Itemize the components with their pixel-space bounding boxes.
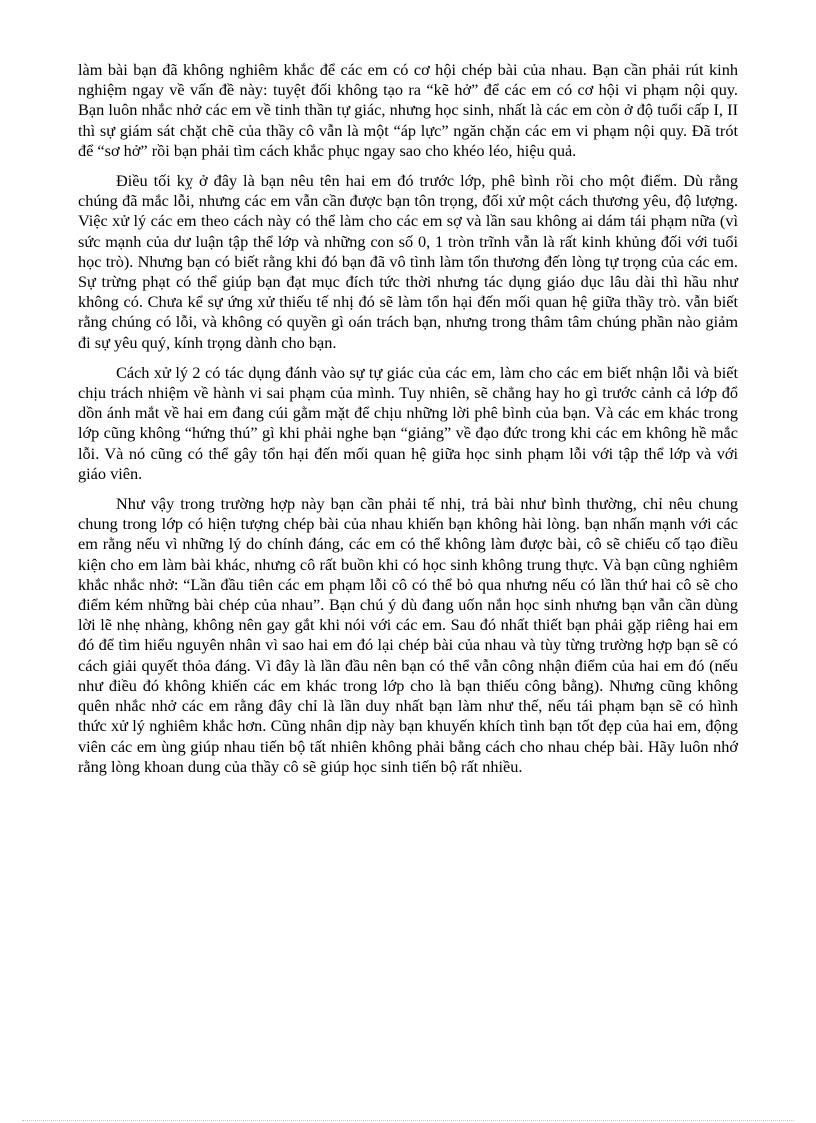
page-footer-divider	[22, 1120, 794, 1121]
paragraph-1: làm bài bạn đã không nghiêm khắc để các em có cơ hội chép bài của nhau. Bạn cần phải rút kinh nghiệm ngay về vấn đề này: tuyệt đối không tạo ra “kẽ hở” để các em có cơ hội vi phạm nội quy. Bạn luôn nhắc nhở các em về tinh thần tự giác, nhưng học sinh, nhất là các em còn ở độ tuổi cấp I, II thì sự giám sát chặt chẽ của thầy cô vẫn là một “áp lực” ngăn chặn các em vi phạm nội quy. Đã trót để “sơ hở” rồi bạn phải tìm cách khắc phục ngay sao cho khéo léo, hiệu quả.	[78, 60, 738, 160]
paragraph-3: Cách xử lý 2 có tác dụng đánh vào sự tự giác của các em, làm cho các em biết nhận lỗi và biết chịu trách nhiệm về hành vi sai phạm của mình. Tuy nhiên, sẽ chẳng hay ho gì trước cảnh cả lớp đổ dồn ánh mắt về hai em đang cúi gằm mặt để chịu những lời phê bình của bạn. Và các em khác trong lớp cũng không “hứng thú” gì khi phải nghe bạn “giảng” về đạo đức trong khi các em không hề mắc lỗi. Và nó cũng có thể gây tổn hại đến mối quan hệ giữa học sinh phạm lỗi với tập thể lớp và với giáo viên.	[78, 362, 738, 483]
document-page	[78, 60, 738, 787]
paragraph-2: Điều tối kỵ ở đây là bạn nêu tên hai em đó trước lớp, phê bình rồi cho một điểm. Dù rằng chúng đã mắc lỗi, nhưng các em vẫn cần được bạn tôn trọng, đối xử một cách thương yêu, độ lượng. Việc xử lý các em theo cách này có thể làm cho các em sợ và lần sau không ai dám tái phạm nữa (vì sức mạnh của dư luận tập thể lớp và những con số 0, 1 tròn trĩnh vẫn là rất kinh khủng đối với tuổi học trò). Nhưng bạn có biết rằng khi đó bạn đã vô tình làm tổn thương đến lòng tự trọng của các em. Sự trừng phạt có thể giúp bạn đạt mục đích tức thời nhưng tác dụng giáo dục lâu dài thì hầu như không có. Chưa kể sự ứng xử thiếu tế nhị đó sẽ làm tổn hại đến mối quan hệ giữa thầy trò. vẫn biết rằng chúng có lỗi, và không có quyền gì oán trách bạn, nhưng trong thâm tâm chúng phần nào giảm đi sự yêu quý, kính trọng dành cho bạn.	[78, 171, 738, 352]
paragraph-4: Như vậy trong trường hợp này bạn cần phải tế nhị, trả bài như bình thường, chỉ nêu chung chung trong lớp có hiện tượng chép bài của nhau khiến bạn không hài lòng. bạn nhấn mạnh với các em rằng nếu vì những lý do chính đáng, các em có thể không làm được bài, cô sẽ chiếu cố tạo điều kiện cho em làm bài khác, nhưng cô rất buồn khi có học sinh không trung thực. Và bạn cũng nghiêm khắc nhắc nhở: “Lần đầu tiên các em phạm lỗi cô có thể bỏ qua nhưng nếu có lần thứ hai cô sẽ cho điểm kém những bài chép của nhau”. Bạn chú ý dù đang uốn nắn học sinh nhưng bạn vẫn cần dùng lời lẽ nhẹ nhàng, không nên gay gắt khi nói với các em. Sau đó nhất thiết bạn phải gặp riêng hai em đó để tìm hiểu nguyên nhân vì sao hai em đó lại chép bài của nhau và tùy từng trường hợp bạn sẽ có cách giải quyết thỏa đáng. Vì đây là lần đầu nên bạn có thể vẫn công nhận điểm của hai em đó (nếu như điều đó không khiến các em khác trong lớp cho là bạn thiếu công bằng). Nhưng cũng không quên nhắc nhở các em rằng đây chỉ là lần duy nhất bạn làm như thế, nếu tái phạm bạn sẽ có hình thức xử lý nghiêm khắc hơn. Cũng nhân dịp này bạn khuyến khích tình bạn tốt đẹp của hai em, động viên các em ùng giúp nhau tiến bộ tất nhiên không phải bằng cách cho nhau chép bài. Hãy luôn nhớ rằng lòng khoan dung của thầy cô sẽ giúp học sinh tiến bộ rất nhiều.	[78, 494, 738, 776]
